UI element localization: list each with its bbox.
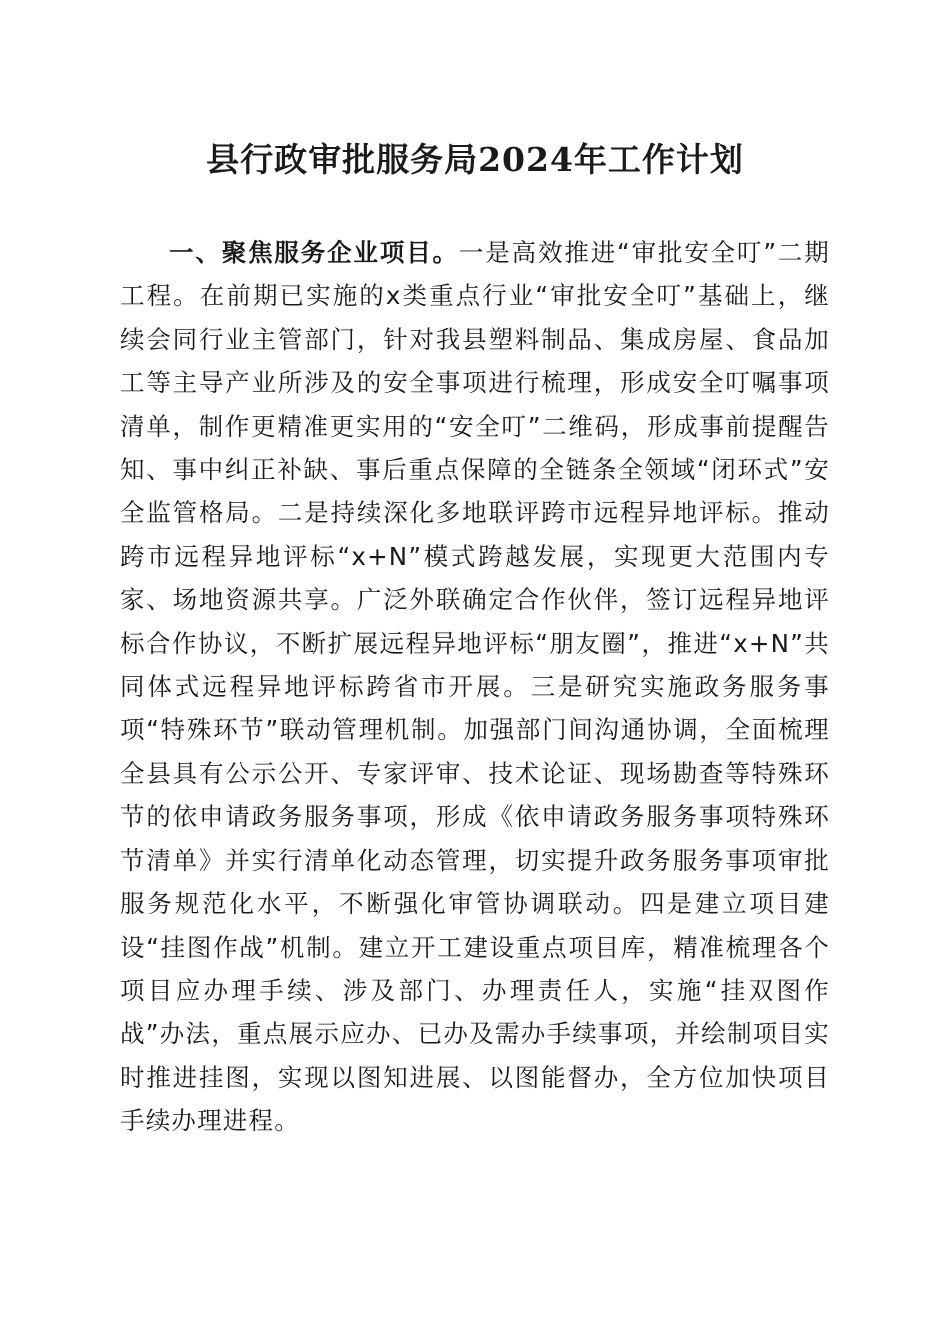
- section-1-body: 一是高效推进“审批安全叮”二期工程。在前期已实施的x类重点行业“审批安全叮”基础上，继续会同行业主管部门，针对我县塑料制品、集成房屋、食品加工等主导产业所涉及的安全事项进行梳理，形成安全叮嘱事项清单，制作更精准更实用的“安全叮”二维码，形成事前提醒告知、事中纠正补缺、事后重点保障的全链条全领域“闭环式”安全监管格局。二是持续深化多地联评跨市远程异地评标。推动跨市远程异地评标“x+N”模式跨越发展，实现更大范围内专家、场地资源共享。广泛外联确定合作伙伴，签订远程异地评标合作协议，不断扩展远程异地评标“朋友圈”，推进“x+N”共同体式远程异地评标跨省市开展。三是研究实施政务服务事项“特殊环节”联动管理机制。加强部门间沟通协调，全面梳理全县具有公示公开、专家评审、技术论证、现场勘查等特殊环节的依申请政务服务事项，形成《依申请政务服务事项特殊环节清单》并实行清单化动态管理，切实提升政务服务事项审批服务规范化水平，不断强化审管协调联动。四是建立项目建设“挂图作战”机制。建立开工建设重点项目库，精准梳理各个项目应办理手续、涉及部门、办理责任人，实施“挂双图作战”办法，重点展示应办、已办及需办手续事项，并绘制项目实时推进挂图，实现以图知进展、以图能督办，全方位加快项目手续办理进程。: [120, 238, 830, 1136]
- section-1-paragraph: [120, 231, 830, 1143]
- section-1-heading: 一、聚焦服务企业项目。: [169, 238, 459, 267]
- document-title: 县行政审批服务局2024年工作计划: [206, 140, 744, 179]
